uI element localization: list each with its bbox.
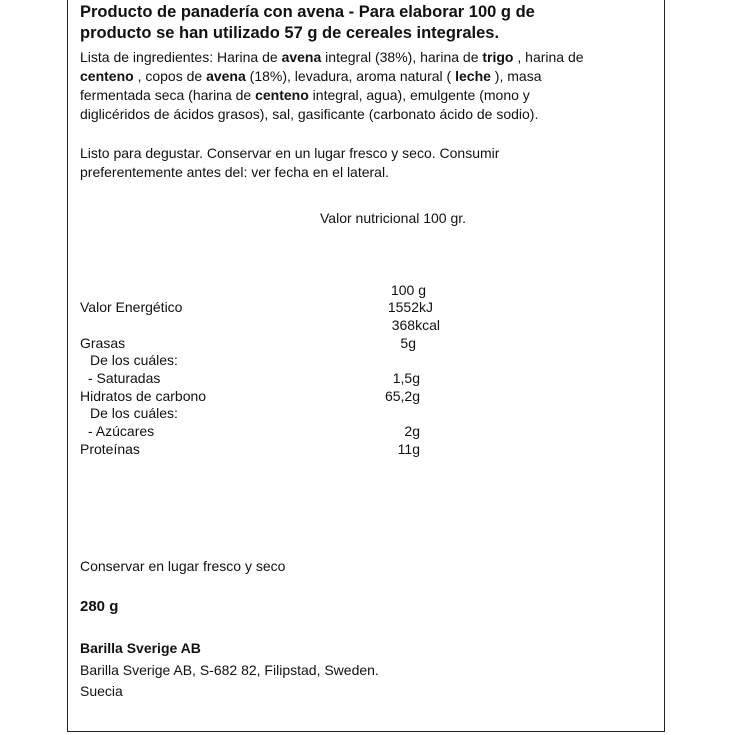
- nutrition-row-value: 1,5g: [392, 370, 420, 386]
- nutrition-row-label: Grasas: [80, 335, 126, 351]
- storage-instructions: [80, 144, 499, 182]
- allergen-avena: avena: [281, 49, 322, 65]
- nutrition-row-value: 11g: [397, 441, 420, 457]
- nutrition-heading: Valor nutricional 100 gr.: [320, 210, 467, 226]
- ingredients-line-2: [80, 67, 584, 86]
- nutrition-row-label: Hidratos de carbono: [80, 388, 207, 404]
- allergen-avena: avena: [206, 68, 246, 84]
- storage-line-1: Listo para degustar. Conservar en un lugar fresco y seco. Consumir: [80, 145, 500, 161]
- company-address: Barilla Sverige AB, S-682 82, Filipstad, Sweden.: [80, 662, 379, 678]
- ingredients-line-4: diglicéridos de ácidos grasos), sal, gasificante (carbonato ácido de sodio).: [80, 106, 539, 122]
- storage-short-note: Conservar en lugar fresco y seco: [80, 558, 286, 574]
- product-title: [80, 2, 535, 44]
- nutrition-row-value: 1552kJ: [387, 299, 433, 315]
- allergen-centeno: centeno: [255, 87, 309, 103]
- ingredients-text: Lista de ingredientes: Harina de: [80, 49, 282, 65]
- nutrition-row-label: Proteínas: [80, 441, 140, 457]
- nutrition-row-value: 368kcal: [391, 317, 440, 333]
- ingredients-text: integral, agua), emulgente (mono y: [308, 87, 530, 103]
- ingredients-text: integral (38%), harina de: [321, 49, 483, 65]
- allergen-leche: leche: [455, 68, 491, 84]
- ingredients-text: ), masa: [490, 68, 542, 84]
- ingredients-list: [80, 48, 584, 124]
- company-name: Barilla Sverige AB: [80, 640, 201, 656]
- nutrition-row-label: De los cuáles:: [90, 405, 178, 421]
- storage-line-2: preferentemente antes del: ver fecha en el lateral.: [80, 164, 389, 180]
- ingredients-text: , harina de: [513, 49, 584, 65]
- allergen-centeno: centeno: [80, 68, 134, 84]
- nutrition-column-header: 100 g: [390, 282, 426, 298]
- allergen-trigo: trigo: [482, 49, 514, 65]
- nutrition-row-label: Valor Energético: [80, 299, 183, 315]
- nutrition-row-label: - Saturadas: [88, 370, 161, 386]
- company-country: Suecia: [80, 683, 123, 699]
- nutrition-row-value: 2g: [404, 423, 420, 439]
- ingredients-line-3: [80, 86, 584, 105]
- nutrition-row-label: De los cuáles:: [90, 352, 178, 368]
- product-title-line-1: Producto de panadería con avena - Para elaborar 100 g de: [80, 3, 535, 21]
- ingredients-line-1: [80, 48, 584, 67]
- ingredients-text: fermentada seca (harina de: [80, 87, 256, 103]
- nutrition-row-label: - Azúcares: [88, 423, 155, 439]
- nutrition-row-value: 65,2g: [384, 388, 420, 404]
- ingredients-text: , copos de: [133, 68, 207, 84]
- ingredients-text: (18%), levadura, aroma natural (: [245, 68, 456, 84]
- nutrition-row-value: 5g: [400, 335, 416, 351]
- net-weight: 280 g: [80, 598, 119, 615]
- product-title-line-2: producto se han utilizado 57 g de cereales integrales.: [80, 24, 500, 42]
